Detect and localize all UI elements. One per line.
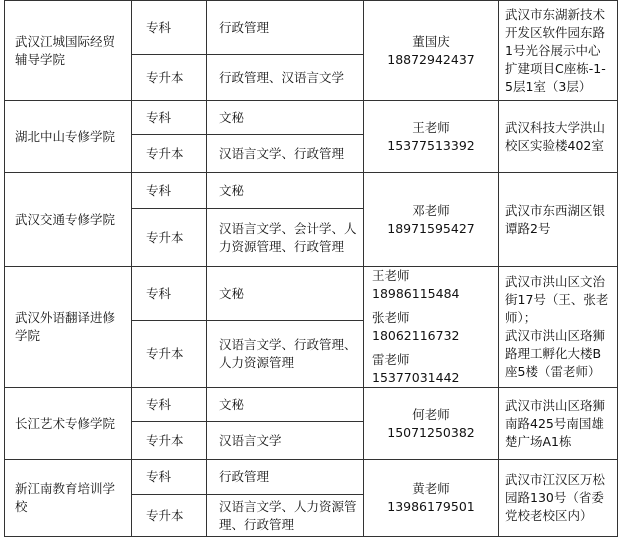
contact-phone: 18872942437 xyxy=(387,51,475,67)
program-level: 专升本 xyxy=(132,209,207,267)
contact-entry xyxy=(372,351,496,387)
contact-name: 董国庆 xyxy=(412,33,450,49)
program-level: 专科 xyxy=(132,388,207,422)
program-level: 专科 xyxy=(132,460,207,495)
contact-name: 黄老师 xyxy=(412,481,450,496)
school-name: 武汉外语翻译进修学院 xyxy=(5,267,132,388)
contact-name: 雷老师 xyxy=(372,352,410,367)
program-level: 专科 xyxy=(132,1,207,55)
program-level: 专科 xyxy=(132,173,207,209)
program-major: 文秘 xyxy=(207,388,364,422)
address: 武汉市洪山区珞狮南路425号南国雄楚广场A1栋 xyxy=(499,388,618,460)
school-name: 武汉交通专修学院 xyxy=(5,173,132,267)
school-name: 湖北中山专修学院 xyxy=(5,101,132,173)
address: 武汉市江汉区万松园路130号（省委党校老校区内） xyxy=(499,460,618,537)
contact-cell xyxy=(364,1,499,101)
program-major: 文秘 xyxy=(207,101,364,135)
program-major: 行政管理、汉语言文学 xyxy=(207,55,364,101)
school-name: 长江艺术专修学院 xyxy=(5,388,132,460)
program-major: 文秘 xyxy=(207,173,364,209)
program-major: 行政管理 xyxy=(207,1,364,55)
program-level: 专科 xyxy=(132,101,207,135)
program-level: 专科 xyxy=(132,267,207,321)
program-level: 专升本 xyxy=(132,495,207,537)
address: 武汉市东湖新技术开发区软件园东路1号光谷展示中心扩建项目C座栋-1-5层1室（3层） xyxy=(499,1,618,101)
table-row xyxy=(5,388,618,422)
address-line: 武汉市洪山区文治街17号（王、张老师）； xyxy=(505,274,609,325)
contact-phone: 15377031442 xyxy=(372,370,460,385)
contact-cell xyxy=(364,460,499,537)
contact-phone: 13986179501 xyxy=(387,499,475,514)
table-row xyxy=(5,460,618,495)
contact-cell xyxy=(364,267,499,388)
contact-name: 王老师 xyxy=(412,119,450,135)
contact-phone: 18971595427 xyxy=(387,220,475,236)
program-level: 专升本 xyxy=(132,135,207,173)
school-name: 新江南教育培训学校 xyxy=(5,460,132,537)
contact-name: 张老师 xyxy=(372,310,410,325)
table-row xyxy=(5,101,618,135)
program-major: 文秘 xyxy=(207,267,364,321)
contact-name: 何老师 xyxy=(412,406,450,422)
table-row xyxy=(5,267,618,321)
contact-cell xyxy=(364,173,499,267)
contact-phone: 18062116732 xyxy=(372,328,460,343)
contact-phone: 15377513392 xyxy=(387,137,475,153)
program-level: 专升本 xyxy=(132,422,207,460)
program-level: 专升本 xyxy=(132,55,207,101)
address xyxy=(499,267,618,388)
program-major: 汉语言文学 xyxy=(207,422,364,460)
program-major: 汉语言文学、会计学、人力资源管理、行政管理 xyxy=(207,209,364,267)
schools-table xyxy=(4,0,618,537)
address: 武汉市东西湖区银谭路2号 xyxy=(499,173,618,267)
table-row xyxy=(5,1,618,55)
contact-phone: 18986115484 xyxy=(372,286,460,301)
contact-phone: 15071250382 xyxy=(387,424,475,440)
contact-name: 王老师 xyxy=(372,268,410,283)
contact-entry xyxy=(372,267,496,303)
contact-entry xyxy=(372,309,496,345)
table-row xyxy=(5,173,618,209)
contact-cell xyxy=(364,388,499,460)
program-major: 汉语言文学、行政管理、人力资源管理 xyxy=(207,321,364,388)
program-major: 行政管理 xyxy=(207,460,364,495)
contact-name: 邓老师 xyxy=(412,202,450,218)
address-line: 武汉市洪山区珞狮路理工孵化大楼B座5楼（雷老师） xyxy=(505,328,606,379)
address: 武汉科技大学洪山校区实验楼402室 xyxy=(499,101,618,173)
school-name: 武汉江城国际经贸辅导学院 xyxy=(5,1,132,101)
program-level: 专升本 xyxy=(132,321,207,388)
program-major: 汉语言文学、行政管理 xyxy=(207,135,364,173)
program-major: 汉语言文学、人力资源管理、行政管理 xyxy=(207,495,364,537)
contact-cell xyxy=(364,101,499,173)
